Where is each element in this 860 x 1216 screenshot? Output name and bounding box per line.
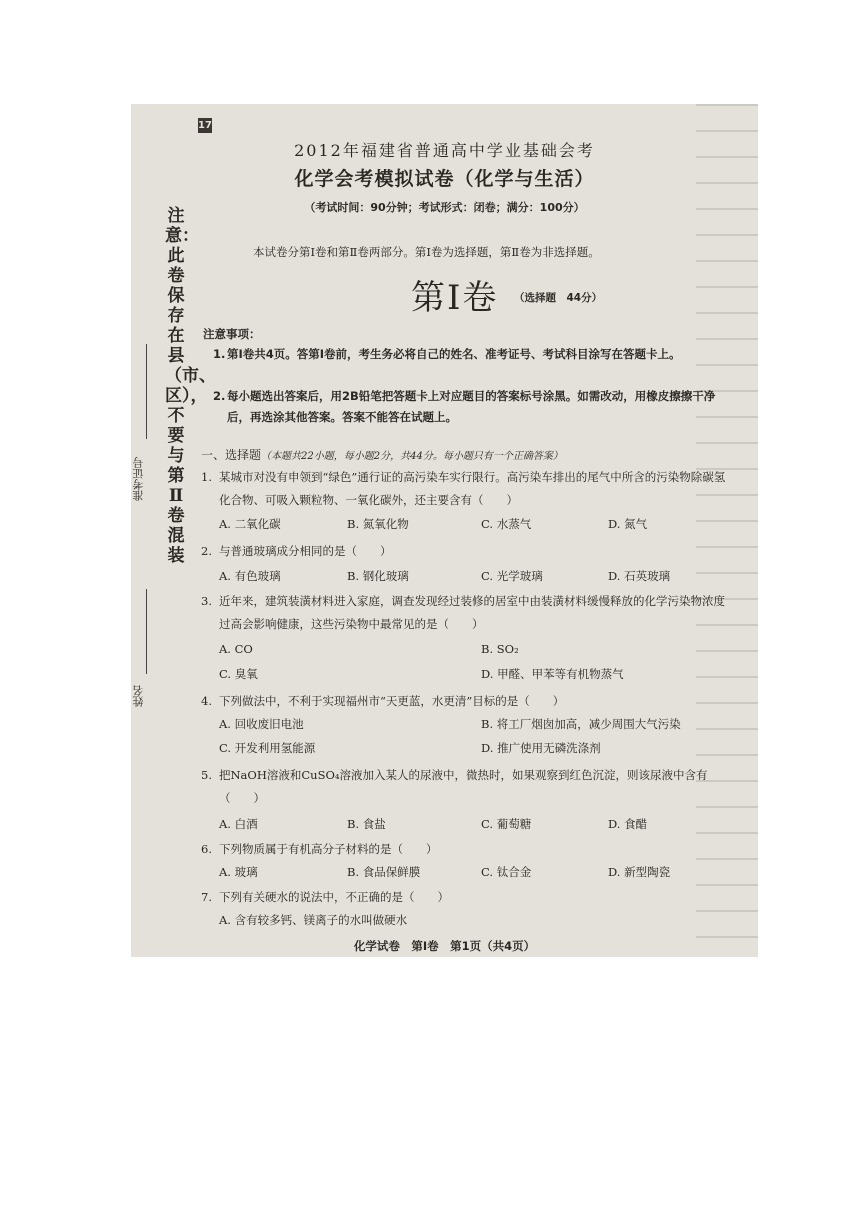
section-note: （本题共22小题，每小题2分，共44分。每小题只有一个正确答案） [261,451,563,462]
notice-number: 1. [213,347,226,361]
question-2 [201,540,731,563]
page-tag: 17 [198,120,212,131]
option: C. 葡萄糖 [481,817,532,831]
option: D. 氮气 [608,517,648,531]
volume-subtitle: （选择题 44分） [514,292,603,304]
option: A. 回收废旧电池 [219,717,304,731]
option: D. 食醋 [608,817,648,831]
option: B. SO₂ [481,642,519,656]
option: C. 臭氧 [219,667,258,681]
question-4 [201,690,731,713]
notice-text: 第Ⅰ卷共4页。答第Ⅰ卷前，考生务必将自己的姓名、准考证号、考试科目涂写在答题卡上。 [227,347,681,361]
notice-heading: 注意事项： [203,327,261,341]
option: D. 甲醛、甲苯等有机物蒸气 [481,667,624,681]
side-label-name: 姓名 [132,685,145,707]
question-text: 下列做法中，不利于实现福州市“天更蓝，水更清”目标的是（ ） [219,694,565,708]
option: B. 钢化玻璃 [347,569,409,583]
bleed-through-texture [696,104,758,957]
question-text: 把NaOH溶液和CuSO₄溶液加入某人的尿液中，微热时，如果观察到红色沉淀，则该尿液中含有（ ） [219,768,708,805]
option: C. 钛合金 [481,865,532,879]
side-label-exam-no: 准考证号 [132,457,145,501]
exam-subtitle: 化学会考模拟试卷（化学与生活） [294,168,595,190]
notice-text: 每小题选出答案后，用2B铅笔把答题卡上对应题目的答案标号涂黑。如需改动，用橡皮擦擦干净后，再选涂其他答案。答案不能答在试题上。 [227,389,716,424]
notice-item [213,386,735,428]
notice-item [213,344,735,365]
question-text: 下列物质属于有机高分子材料的是（ ） [219,842,438,856]
option: D. 推广使用无磷洗涤剂 [481,741,601,755]
volume-title: 第Ⅰ卷 [411,278,499,318]
exam-intro: 本试卷分第Ⅰ卷和第Ⅱ卷两部分。第Ⅰ卷为选择题，第Ⅱ卷为非选择题。 [253,245,600,259]
notice-number: 2. [213,389,226,403]
side-warning: 注意：此卷保存在县（市、区），不要与第Ⅱ卷混装 [165,206,216,566]
option: B. 将工厂烟囱加高，减少周围大气污染 [481,717,681,731]
option: C. 开发利用氢能源 [219,741,316,755]
option: D. 新型陶瓷 [608,865,671,879]
question-number: 6. [201,842,212,856]
option: A. 二氧化碳 [219,517,281,531]
question-5 [201,764,731,810]
question-3 [201,590,731,636]
question-text: 与普通玻璃成分相同的是（ ） [219,544,392,558]
page-footer: 化学试卷 第Ⅰ卷 第1页（共4页） [353,939,536,953]
option: A. 有色玻璃 [219,569,281,583]
section-title: 一、选择题 [201,448,262,462]
question-7 [201,886,731,909]
question-number: 4. [201,694,212,708]
option: B. 氮氧化物 [347,517,409,531]
option: A. 白酒 [219,817,258,831]
question-number: 2. [201,544,212,558]
question-text: 某城市对没有申领到“绿色”通行证的高污染车实行限行。高污染车排出的尾气中所含的污染物除碳氢化合物、可吸入颗粒物、一氧化碳外，还主要含有（ ） [219,470,726,507]
exam-title: 2012年福建省普通高中学业基础会考 [294,141,595,160]
option: A. 玻璃 [219,865,258,879]
question-text: 近年来，建筑装潢材料进入家庭，调查发现经过装修的居室中由装潢材料缓慢释放的化学污染物浓度过高会影响健康，这些污染物中最常见的是（ ） [219,594,725,631]
question-number: 5. [201,768,212,782]
option: A. CO [219,642,253,656]
question-number: 1. [201,470,212,484]
question-text: 下列有关硬水的说法中，不正确的是（ ） [219,890,449,904]
exam-info: （考试时间：90分钟；考试形式：闭卷；满分：100分） [304,201,585,214]
scanned-exam-page [131,104,758,957]
question-number: 7. [201,890,212,904]
exam-no-line [146,344,147,439]
option: B. 食盐 [347,817,386,831]
option: A. 含有较多钙、镁离子的水叫做硬水 [219,913,408,927]
question-6 [201,838,731,861]
name-line [146,589,147,674]
question-1 [201,466,731,512]
option: D. 石英玻璃 [608,569,671,583]
option: C. 光学玻璃 [481,569,543,583]
option: C. 水蒸气 [481,517,532,531]
option: B. 食品保鲜膜 [347,865,421,879]
question-number: 3. [201,594,212,608]
section-heading [201,446,563,463]
